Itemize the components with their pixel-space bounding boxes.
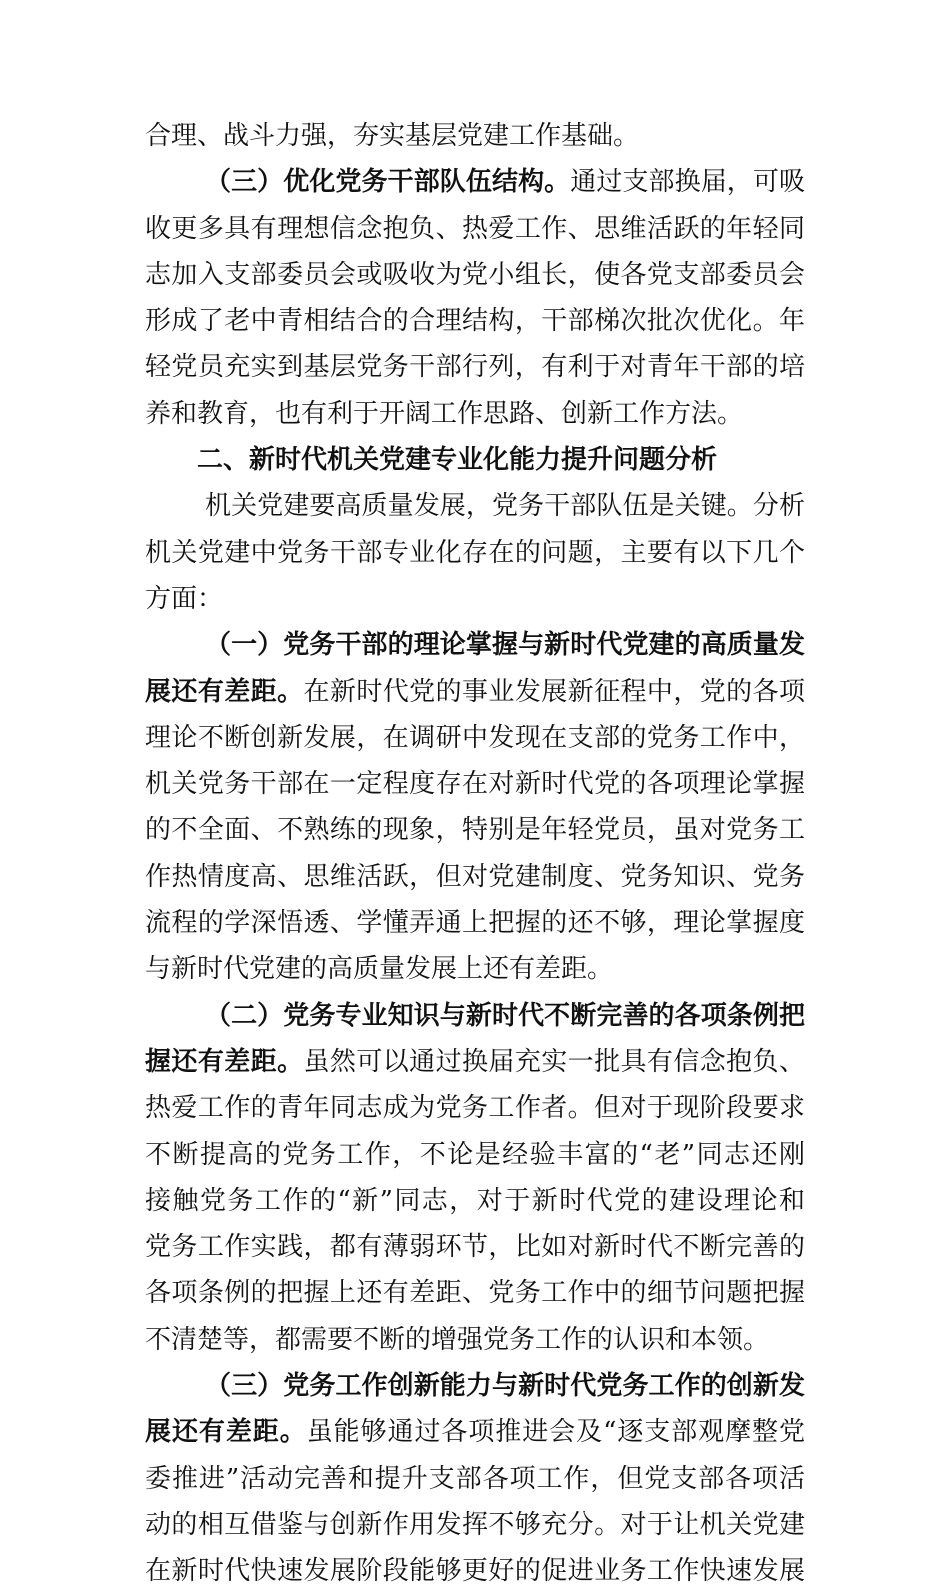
text-segment: 不清楚等，都需要不断的增强党务工作的认识和本领。 <box>145 1324 770 1355</box>
text-line <box>145 993 805 1039</box>
text-line <box>145 113 805 159</box>
text-line <box>145 344 805 390</box>
text-line <box>145 530 805 576</box>
text-line <box>145 1270 805 1316</box>
text-segment: 在新时代快速发展阶段能够更好的促进业务工作快速发展 <box>145 1556 805 1587</box>
bold-text-segment: 展还有差距。 <box>145 676 304 707</box>
bold-text-segment: 二、新时代机关党建专业化能力提升问题分析 <box>197 445 718 476</box>
text-line <box>145 761 805 807</box>
text-line <box>145 206 805 252</box>
text-line <box>145 1317 805 1363</box>
text-segment: 虽然可以通过换届充实一批具有信念抱负、 <box>303 1046 805 1077</box>
bold-text-segment: （二）党务专业知识与新时代不断完善的各项条例把 <box>205 1000 805 1031</box>
text-segment: 虽能够通过各项推进会及“逐支部观摩整党 <box>306 1417 805 1448</box>
text-segment: 合理、战斗力强，夯实基层党建工作基础。 <box>145 121 640 151</box>
text-segment: 接触党务工作的“新”同志，对于新时代党的建设理论和 <box>145 1185 805 1216</box>
text-segment: 各项条例的把握上还有差距、党务工作中的细节问题把握 <box>145 1278 805 1309</box>
text-segment: 机关党建要高质量发展，党务干部队伍是关键。分析 <box>205 491 805 522</box>
text-segment: 热爱工作的青年同志成为党务工作者。但对于现阶段要求 <box>145 1093 805 1124</box>
bold-text-segment: （三）优化党务干部队伍结构。 <box>205 167 571 198</box>
text-line <box>145 1502 805 1548</box>
text-line <box>145 1363 805 1409</box>
text-line <box>145 1409 805 1455</box>
text-segment: 养和教育，也有利于开阔工作思路、创新工作方法。 <box>145 398 744 429</box>
text-segment: 不断提高的党务工作，不论是经验丰富的“老”同志还刚 <box>145 1139 805 1170</box>
text-line <box>145 1224 805 1270</box>
text-segment: 委推进”活动完善和提升支部各项工作，但党支部各项活 <box>145 1463 805 1494</box>
text-segment: 志加入支部委员会或吸收为党小组长，使各党支部委员会 <box>145 259 805 290</box>
text-line <box>145 1548 805 1594</box>
bold-text-segment: 展还有差距。 <box>145 1417 307 1448</box>
bold-text-segment: （一）党务干部的理论掌握与新时代党建的高质量发 <box>205 630 805 661</box>
text-line <box>145 1456 805 1502</box>
bold-text-segment: 握还有差距。 <box>145 1046 304 1077</box>
text-line <box>145 576 805 622</box>
text-segment: 形成了老中青相结合的合理结构，干部梯次批次优化。年 <box>145 306 805 337</box>
text-line <box>145 159 805 205</box>
text-line <box>145 622 805 668</box>
text-segment: 机关党务干部在一定程度存在对新时代党的各项理论掌握 <box>145 769 805 800</box>
text-segment: 收更多具有理想信念抱负、热爱工作、思维活跃的年轻同 <box>145 213 805 244</box>
text-line <box>145 298 805 344</box>
text-line <box>145 669 805 715</box>
text-segment: 在新时代党的事业发展新征程中，党的各项 <box>303 676 805 707</box>
text-segment: 机关党建中党务干部专业化存在的问题，主要有以下几个 <box>145 537 805 568</box>
text-line <box>145 1039 805 1085</box>
text-segment: 与新时代党建的高质量发展上还有差距。 <box>145 954 614 985</box>
document-body <box>145 113 805 1595</box>
text-segment: 流程的学深悟透、学懂弄通上把握的还不够，理论掌握度 <box>145 908 805 939</box>
bold-text-segment: （三）党务工作创新能力与新时代党务工作的创新发 <box>205 1371 805 1402</box>
text-segment: 党务工作实践，都有薄弱环节，比如对新时代不断完善的 <box>145 1232 805 1263</box>
text-line <box>145 715 805 761</box>
text-line <box>145 483 805 529</box>
text-segment: 作热情度高、思维活跃，但对党建制度、党务知识、党务 <box>145 861 805 892</box>
text-line <box>145 391 805 437</box>
text-line <box>145 807 805 853</box>
text-segment: 通过支部换届，可吸 <box>570 167 805 198</box>
text-line <box>145 900 805 946</box>
text-segment: 的不全面、不熟练的现象，特别是年轻党员，虽对党务工 <box>145 815 805 846</box>
text-line <box>145 946 805 992</box>
text-segment: 轻党员充实到基层党务干部行列，有利于对青年干部的培 <box>145 352 805 383</box>
text-line <box>145 854 805 900</box>
text-segment: 动的相互借鉴与创新作用发挥不够充分。对于让机关党建 <box>145 1509 805 1540</box>
text-segment: 方面： <box>145 583 224 614</box>
text-segment: 理论不断创新发展，在调研中发现在支部的党务工作中， <box>145 722 805 753</box>
text-line <box>145 252 805 298</box>
section-heading <box>145 437 805 483</box>
text-line <box>145 1178 805 1224</box>
text-line <box>145 1085 805 1131</box>
text-line <box>145 1132 805 1178</box>
